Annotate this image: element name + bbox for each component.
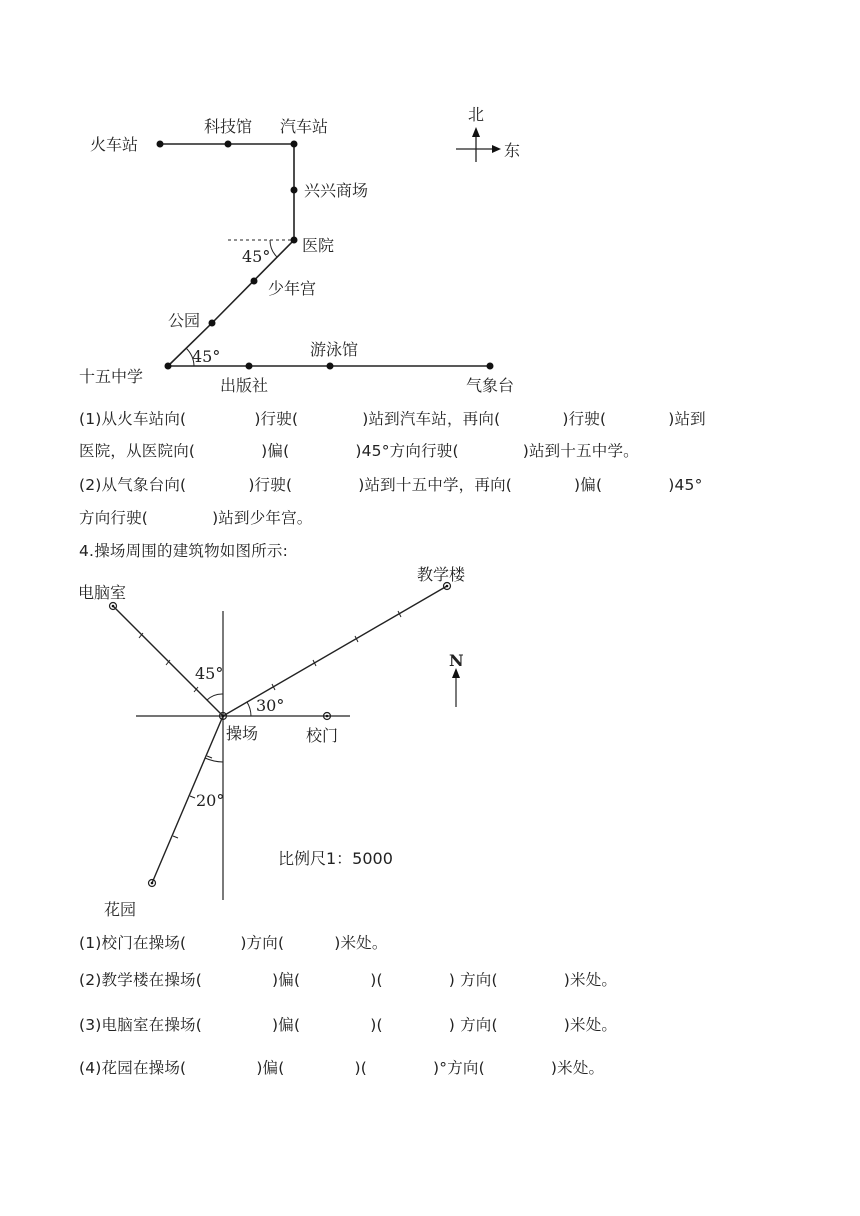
train-station-dot: [157, 141, 164, 148]
label-train-station: 火车站: [90, 135, 139, 154]
angle-20-label: 20°: [196, 791, 225, 810]
north-label: N: [449, 651, 464, 670]
school-dot: [165, 363, 172, 370]
label-school: 十五中学: [79, 367, 144, 386]
label-hospital: 医院: [302, 236, 335, 255]
angle-30-label: 30°: [256, 696, 285, 715]
route-map: [0, 95, 560, 400]
bus-station-dot: [291, 141, 298, 148]
playground-map-svg: [0, 560, 560, 922]
playground-dot: [222, 715, 225, 718]
playground-map: [0, 560, 560, 922]
mall-dot: [291, 187, 298, 194]
label-park: 公园: [168, 311, 201, 330]
route-map-svg: [0, 95, 560, 400]
compass-north-label: 北: [468, 105, 485, 124]
q3-part1-line1: (1)从火车站向( )行驶( )站到汽车站，再向( )行驶( )站到: [79, 410, 706, 428]
label-playground: 操场: [226, 724, 259, 743]
label-garden: 花园: [104, 900, 137, 919]
label-school-gate: 校门: [306, 726, 339, 745]
computer-room-dot: [112, 605, 115, 608]
q3-part1-line2: 医院，从医院向( )偏( )45°方向行驶( )站到十五中学。: [79, 442, 639, 460]
q3-part2-line1: (2)从气象台向( )行驶( )站到十五中学，再向( )偏( )45°: [79, 476, 703, 494]
natatorium-dot: [327, 363, 334, 370]
park-dot: [209, 320, 216, 327]
q4-answer-3: (3)电脑室在操场( )偏( )( ) 方向( )米处。: [79, 1016, 618, 1034]
youth-palace-dot: [251, 278, 258, 285]
label-youth-palace: 少年宫: [268, 279, 317, 298]
scale-label: 比例尺1：5000: [278, 849, 393, 868]
label-publisher: 出版社: [220, 376, 269, 395]
hospital-dot: [291, 237, 298, 244]
school-angle-label: 45°: [192, 347, 221, 366]
q4-title: 4.操场周围的建筑物如图所示:: [79, 542, 289, 560]
label-natatorium: 游泳馆: [310, 340, 359, 359]
q4-answer-2: (2)教学楼在操场( )偏( )( ) 方向( )米处。: [79, 971, 618, 989]
teaching-building-dot: [446, 585, 449, 588]
label-teaching-building: 教学楼: [417, 565, 466, 584]
compass-east-label: 东: [504, 141, 521, 160]
hospital-angle-label: 45°: [242, 247, 271, 266]
q4-answer-1: (1)校门在操场( )方向( )米处。: [79, 934, 388, 952]
label-computer-room: 电脑室: [78, 583, 127, 602]
publisher-dot: [246, 363, 253, 370]
school-gate-dot: [326, 715, 329, 718]
label-bus-station: 汽车站: [280, 117, 329, 136]
label-weather-station: 气象台: [466, 376, 515, 395]
garden-dot: [151, 882, 154, 885]
q3-part2-line2: 方向行驶( )站到少年宫。: [79, 509, 313, 527]
weather-station-dot: [487, 363, 494, 370]
label-science-museum: 科技馆: [204, 117, 253, 136]
science-museum-dot: [225, 141, 232, 148]
q4-answer-4: (4)花园在操场( )偏( )( )°方向( )米处。: [79, 1059, 605, 1077]
label-mall: 兴兴商场: [304, 181, 369, 200]
angle-45-label: 45°: [195, 664, 224, 683]
